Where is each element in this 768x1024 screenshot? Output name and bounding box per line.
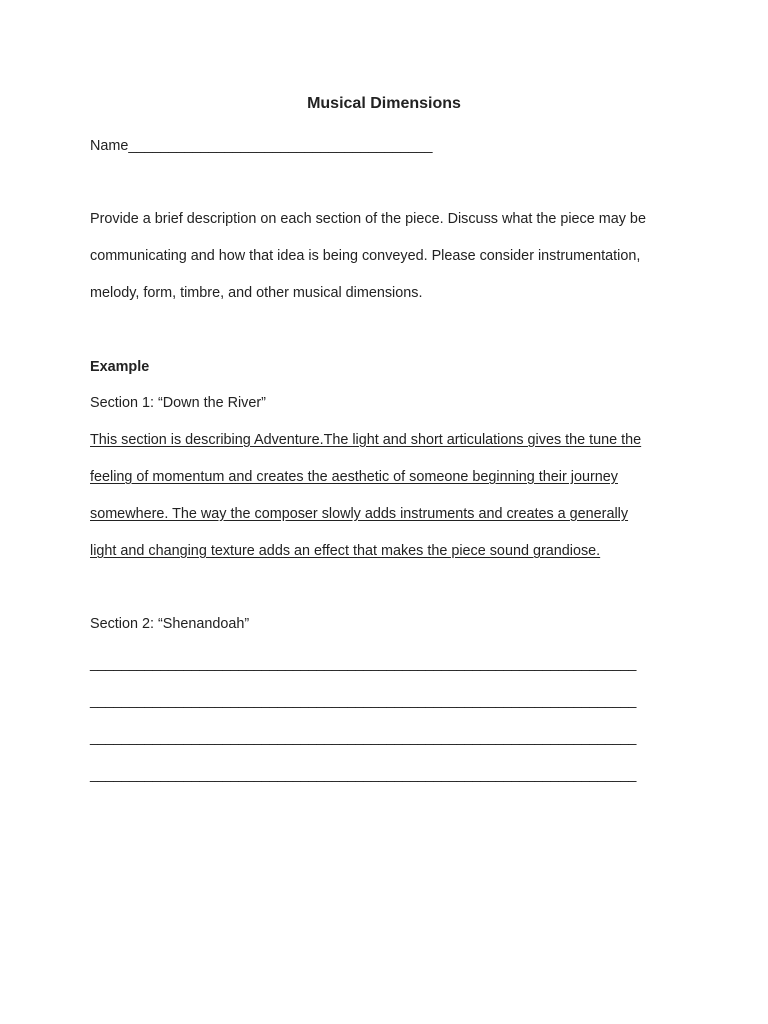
answer-blank-line-2: ______________________________________________________________________ (90, 693, 637, 709)
name-field: Name______________________________________ (90, 138, 433, 154)
example-heading: Example (90, 359, 150, 375)
answer-blank-line-3: ______________________________________________________________________ (90, 730, 637, 746)
answer-blank-line-1: ______________________________________________________________________ (90, 656, 637, 672)
section-2-title: Section 2: “Shenandoah” (90, 616, 250, 632)
instructions-line-3: melody, form, timbre, and other musical dimensions. (90, 285, 423, 301)
answer-blank-line-4: ______________________________________________________________________ (90, 767, 637, 783)
example-answer-line-1: This section is describing Adventure.The light and short articulations gives the tune the (90, 432, 642, 448)
example-answer-line-2: feeling of momentum and creates the aesthetic of someone beginning their journey (90, 469, 618, 485)
instructions-line-2: communicating and how that idea is being conveyed. Please consider instrumentation, (90, 248, 641, 264)
instructions-line-1: Provide a brief description on each section of the piece. Discuss what the piece may be (90, 211, 646, 227)
example-answer-line-3: somewhere. The way the composer slowly adds instruments and creates a generally (90, 506, 629, 522)
section-1-title: Section 1: “Down the River” (90, 395, 266, 411)
example-answer-line-4: light and changing texture adds an effect that makes the piece sound grandiose. (90, 543, 601, 559)
document-title: Musical Dimensions (307, 95, 461, 112)
